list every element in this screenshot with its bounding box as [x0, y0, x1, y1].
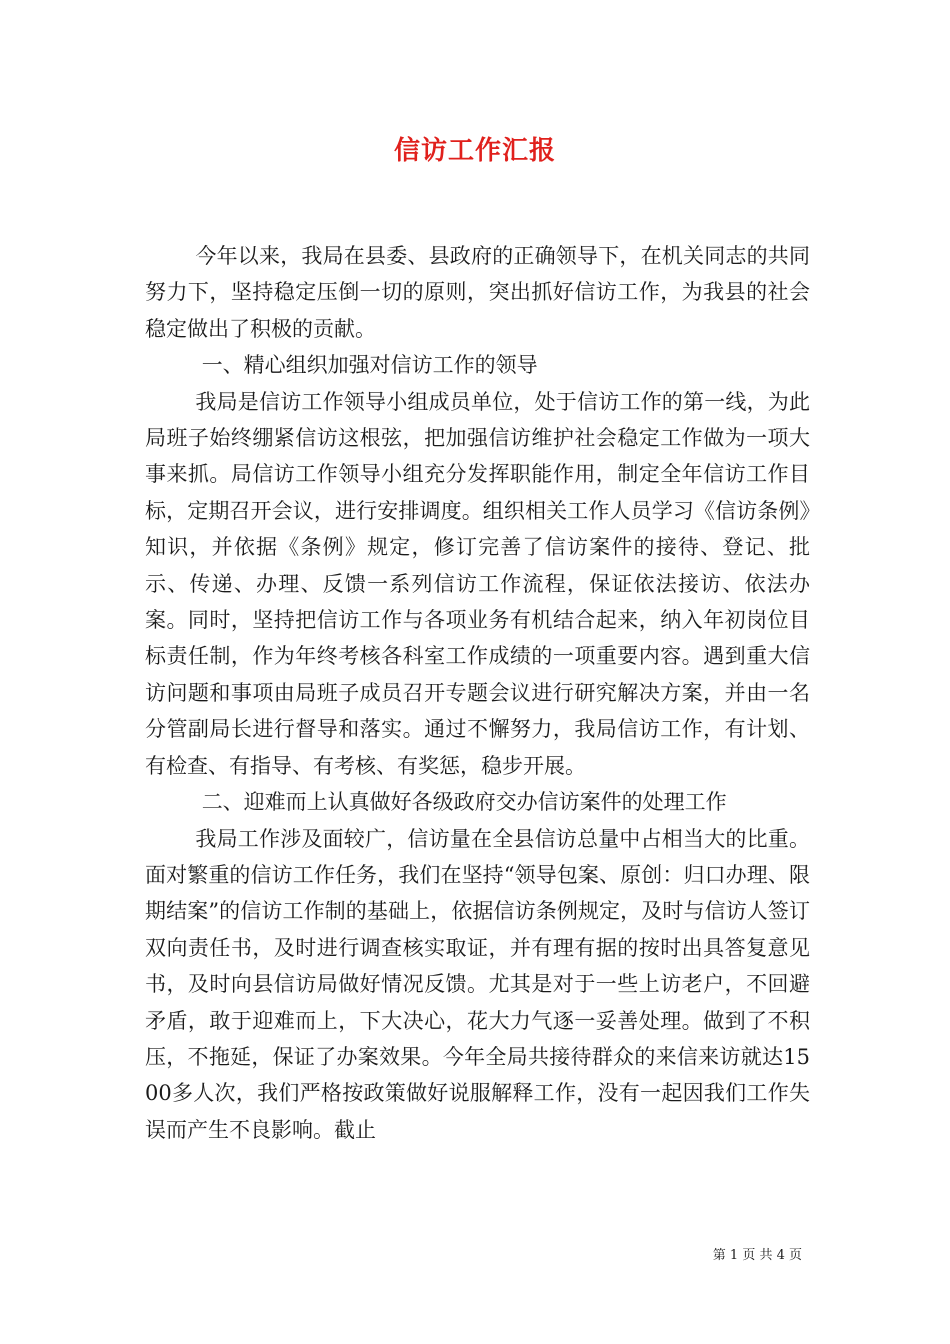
- intro-paragraph: 今年以来，我局在县委、县政府的正确领导下，在机关同志的共同努力下，坚持稳定压倒一切的原则，突出抓好信访工作，为我县的社会稳定做出了积极的贡献。: [145, 244, 810, 341]
- section-2-paragraph: 我局工作涉及面较广，信访量在全县信访总量中占相当大的比重。面对繁重的信访工作任务，我们在坚持“领导包案、原创：归口办理、限期结案”的信访工作制的基础上，依据信访条例规定，及时与信访人签订双向责任书，及时进行调查核实取证，并有理有据的按时出具答复意见书，及时向县信访局做好情况反馈。尤其是对于一些上访老户，不回避矛盾，敢于迎难而上，下大决心，花大力气逐一妥善处理。做到了不积压，不拖延，保证了办案效果。今年全局共接待群众的来信来访就达1500多人次，我们严格按政策做好说服解释工作，没有一起因我们工作失误而产生不良影响。截止: [145, 826, 810, 1142]
- section-heading-1: 一、精心组织加强对信访工作的领导: [201, 353, 538, 378]
- section-heading-2: 二、迎难而上认真做好各级政府交办信访案件的处理工作: [201, 790, 727, 815]
- document-body: [145, 238, 810, 1148]
- document-title: 信访工作汇报: [393, 136, 556, 166]
- page-number: 第 1 页 共 4 页: [712, 1248, 802, 1263]
- section-1-paragraph: 我局是信访工作领导小组成员单位，处于信访工作的第一线，为此局班子始终绷紧信访这根弦，把加强信访维护社会稳定工作做为一项大事来抓。局信访工作领导小组充分发挥职能作用，制定全年信访工作目标，定期召开会议，进行安排调度。组织相关工作人员学习《信访条例》知识，并依据《条例》规定，修订完善了信访案件的接待、登记、批示、传递、办理、反馈一系列信访工作流程，保证依法接访、依法办案。同时，坚持把信访工作与各项业务有机结合起来，纳入年初岗位目标责任制，作为年终考核各科室工作成绩的一项重要内容。遇到重大信访问题和事项由局班子成员召开专题会议进行研究解决方案，并由一名分管副局长进行督导和落实。通过不懈努力，我局信访工作，有计划、有检查、有指导、有考核、有奖惩，稳步开展。: [145, 389, 810, 778]
